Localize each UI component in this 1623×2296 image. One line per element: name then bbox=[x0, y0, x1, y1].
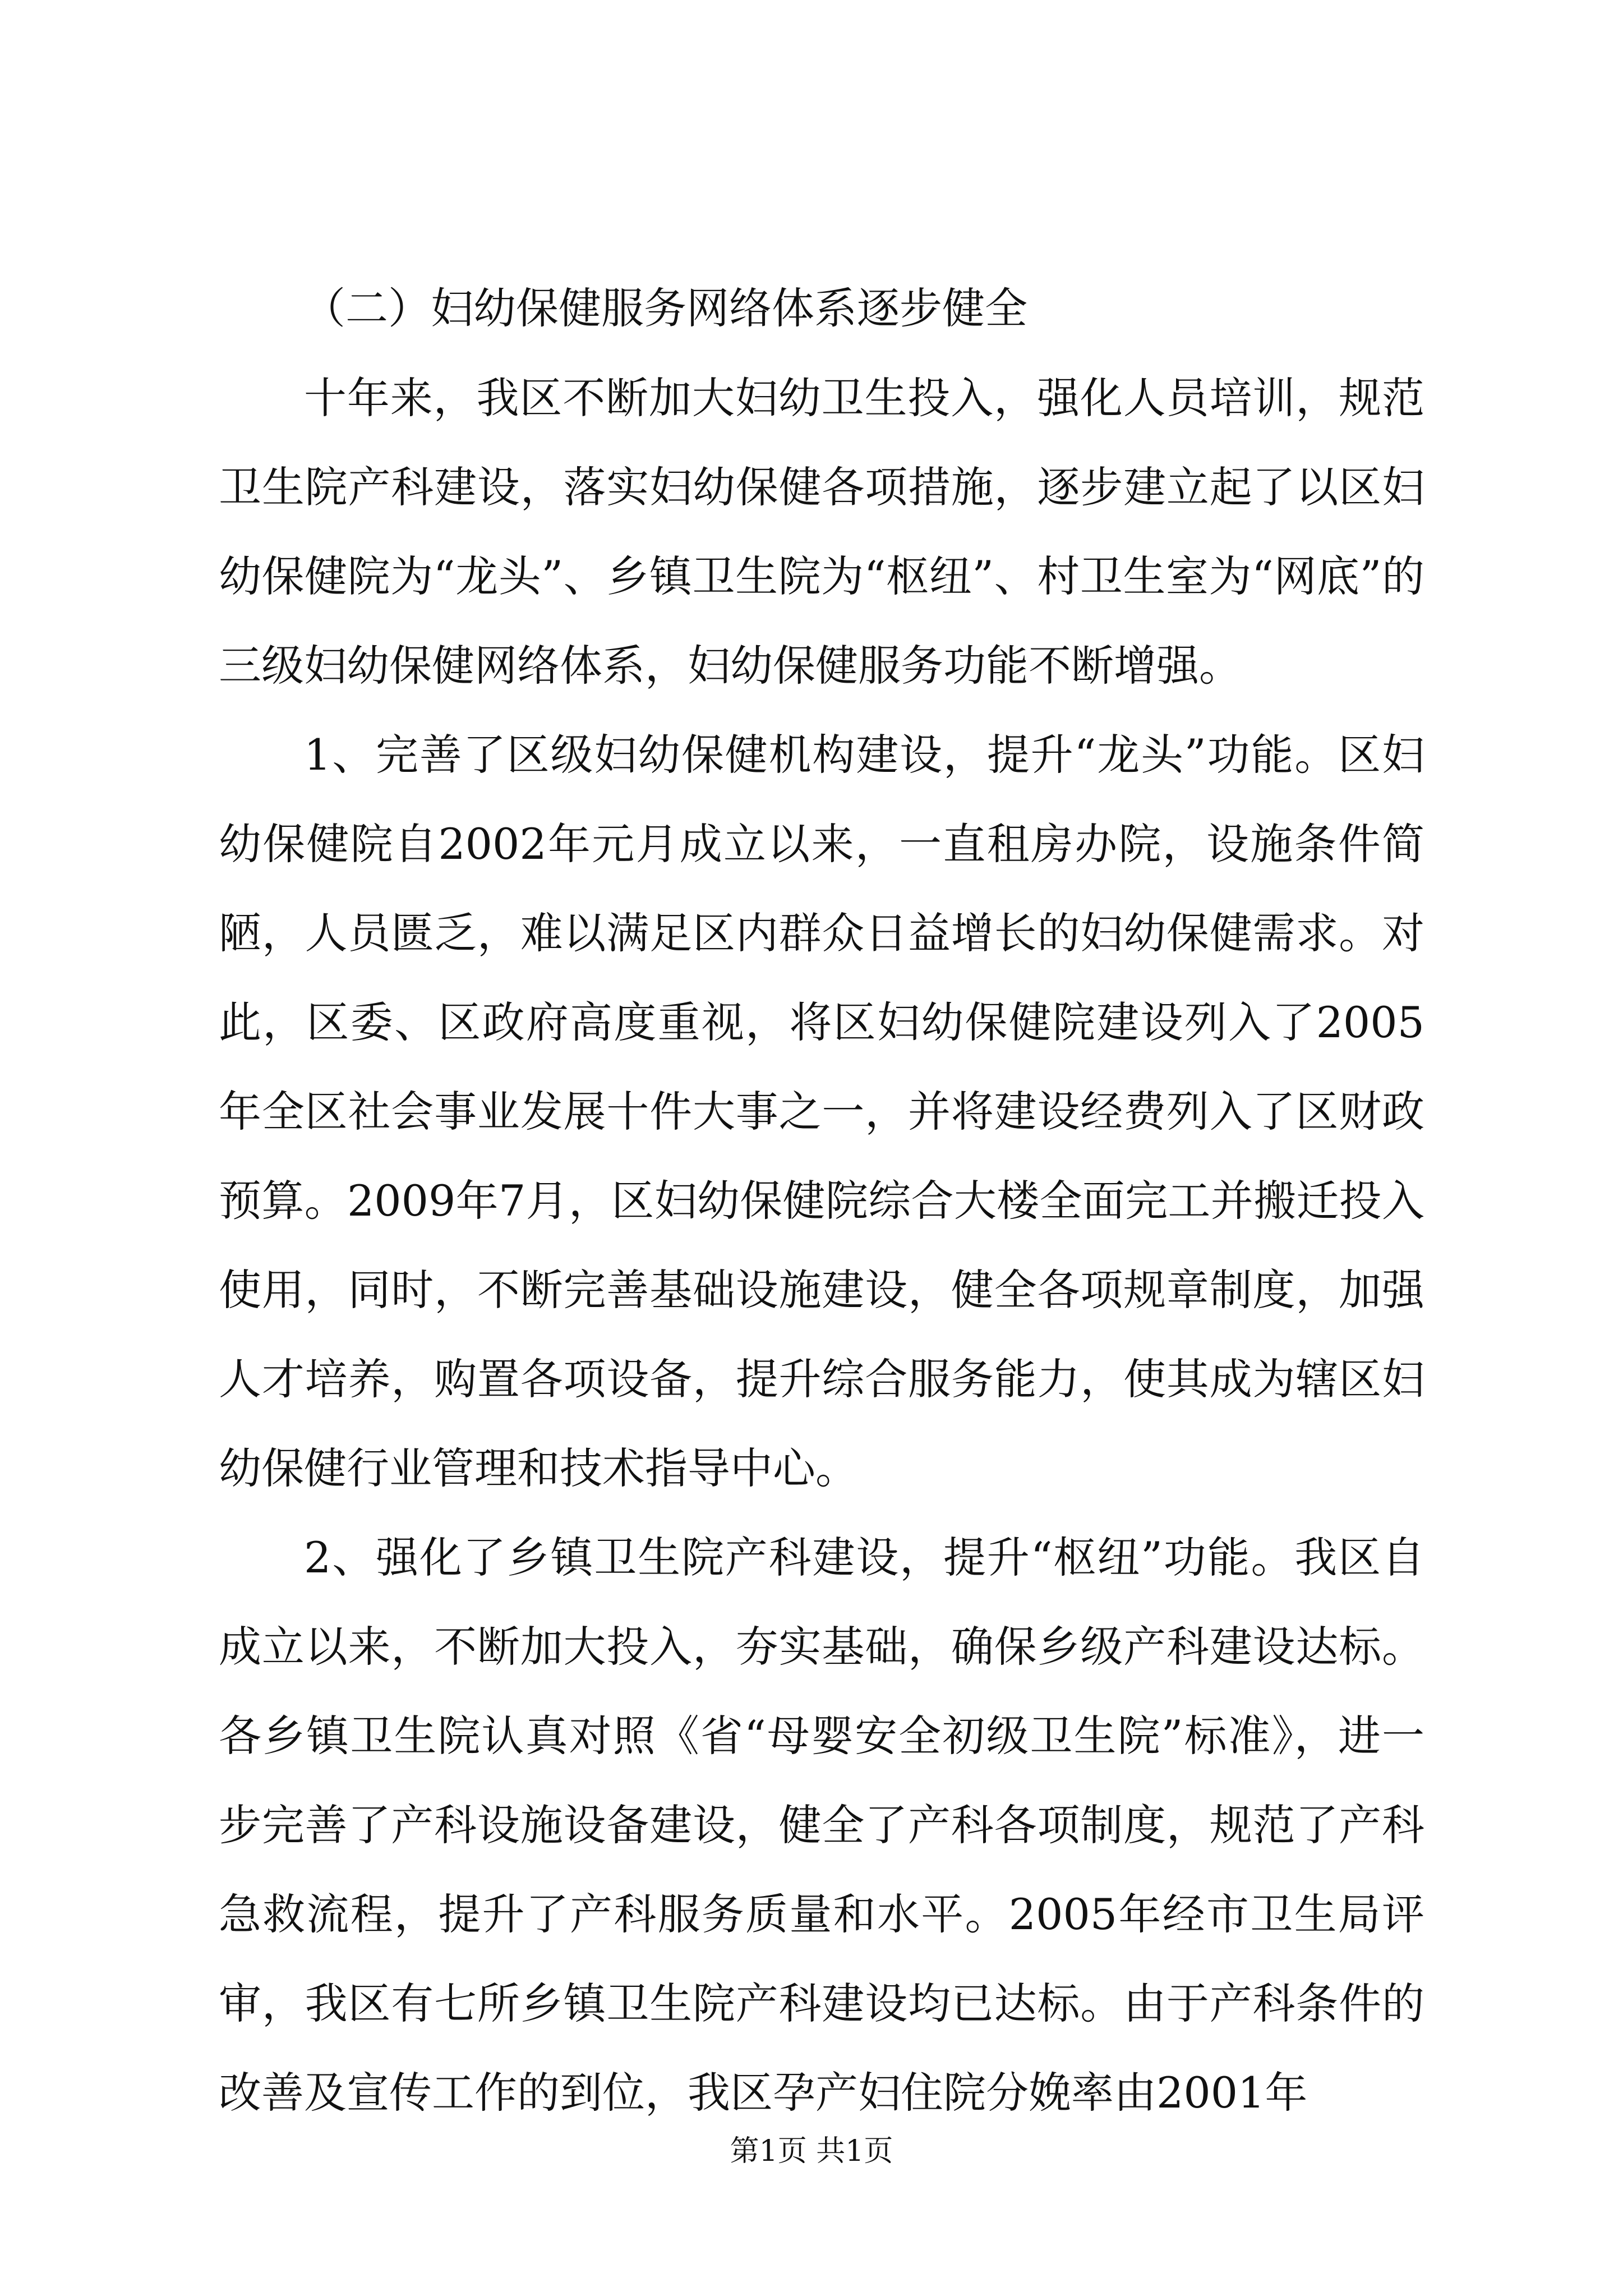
paragraph-item-1: 1、完善了区级妇幼保健机构建设，提升“龙头”功能。区妇幼保健院自2002年元月成立以来，一直租房办院，设施条件简陋，人员匮乏，难以满足区内群众日益增长的妇幼保健需求。对此，区委、区政府高度重视，将区妇幼保健院建设列入了2005年全区社会事业发展十件大事之一，并将建设经费列入了区财政预算。2009年7月，区妇幼保健院综合大楼全面完工并搬迁投入使用，同时，不断完善基础设施建设，健全各项规章制度，加强人才培养，购置各项设备，提升综合服务能力，使其成为辖区妇幼保健行业管理和技术指导中心。 bbox=[219, 730, 1424, 1493]
page-footer: 第1页 共1页 bbox=[730, 2134, 893, 2168]
paragraph-item-2: 2、强化了乡镇卫生院产科建设，提升“枢纽”功能。我区自成立以来，不断加大投入，夯实基础，确保乡级产科建设达标。各乡镇卫生院认真对照《省“母婴安全初级卫生院”标准》，进一步完善了产科设施设备建设，健全了产科各项制度，规范了产科急救流程，提升了产科服务质量和水平。2005年经市卫生局评审，我区有七所乡镇卫生院产科建设均已达标。由于产科条件的改善及宣传工作的到位，我区孕产妇住院分娩率由2001年 bbox=[219, 1533, 1424, 2118]
document-body bbox=[219, 264, 1424, 2137]
section-heading: （二）妇幼保健服务网络体系逐步健全 bbox=[303, 283, 1027, 333]
paragraph-intro: 十年来，我区不断加大妇幼卫生投入，强化人员培训，规范卫生院产科建设，落实妇幼保健各项措施，逐步建立起了以区妇幼保健院为“龙头”、乡镇卫生院为“枢纽”、村卫生室为“网底”的三级妇幼保健网络体系，妇幼保健服务功能不断增强。 bbox=[219, 373, 1424, 691]
